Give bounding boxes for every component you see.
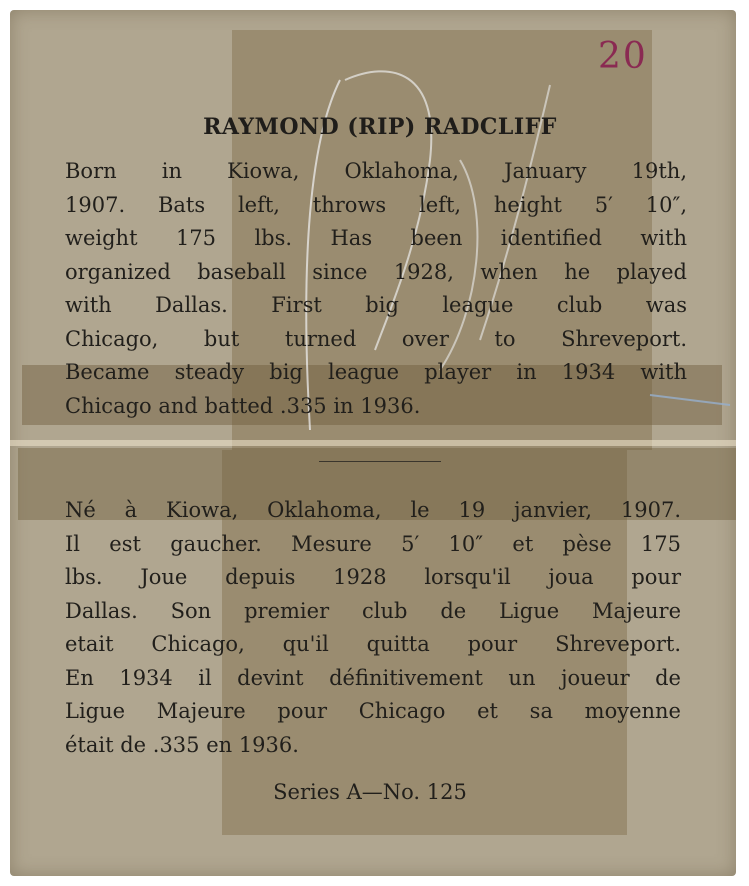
french-line: Dallas. Son premier club de Ligue Majeure: [65, 598, 681, 623]
english-line: Born in Kiowa, Oklahoma, January 19th,: [65, 159, 687, 183]
french-biography: [65, 494, 681, 762]
french-line: était de .335 en 1936.: [65, 732, 299, 757]
handwritten-card-number: 20: [598, 36, 648, 77]
player-name-title: RAYMOND (RIP) RADCLIFF: [203, 114, 557, 140]
baseball-card-back: [10, 10, 736, 876]
series-number: Series A—No. 125: [273, 780, 467, 804]
french-line: Né à Kiowa, Oklahoma, le 19 janvier, 1907.: [65, 498, 681, 522]
english-line: Chicago, but turned over to Shreveport.: [65, 326, 687, 351]
english-biography: [65, 155, 687, 423]
english-line: Became steady big league player in 1934 with: [65, 360, 687, 384]
english-line: weight 175 lbs. Has been identified with: [65, 226, 687, 250]
french-line: etait Chicago, qu'il quitta pour Shreveport.: [65, 632, 681, 656]
french-line: lbs. Joue depuis 1928 lorsqu'il joua pour: [65, 565, 681, 589]
french-line: En 1934 il devint définitivement un joueur de: [65, 665, 681, 690]
english-line: organized baseball since 1928, when he played: [65, 259, 687, 284]
french-line: Ligue Majeure pour Chicago et sa moyenne: [65, 699, 681, 723]
english-line: Chicago and batted .335 in 1936.: [65, 393, 421, 418]
section-divider: [319, 461, 441, 462]
french-line: Il est gaucher. Mesure 5′ 10″ et pèse 175: [65, 531, 681, 556]
english-line: with Dallas. First big league club was: [65, 293, 687, 317]
english-line: 1907. Bats left, throws left, height 5′ 10″,: [65, 192, 687, 217]
